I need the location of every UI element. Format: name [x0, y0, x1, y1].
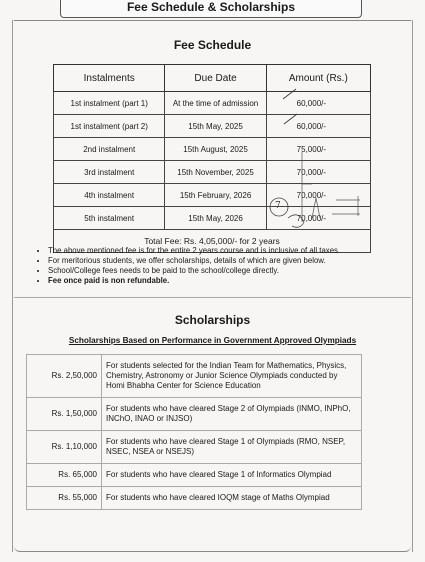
instalment-cell: 3rd instalment [54, 161, 165, 184]
scholarships-subtitle: Scholarships Based on Performance in Government Approved Olympiads [68, 336, 357, 345]
scholarship-description-cell: For students who have cleared Stage 2 of Olympiads (INMO, INPhO, INChO, INAO or INJSO) [102, 398, 362, 431]
scholarships-table [26, 354, 362, 510]
scholarship-description-cell: For students who have cleared IOQM stage of Maths Olympiad [102, 487, 362, 510]
table-row [27, 355, 362, 398]
amount-cell: 70,000/- [266, 207, 370, 230]
column-header-due-date: Due Date [165, 65, 266, 92]
due-date-cell: 15th February, 2026 [165, 184, 266, 207]
scholarship-description-cell: For students who have cleared Stage 1 of Informatics Olympiad [102, 464, 362, 487]
table-row [54, 161, 371, 184]
column-header-instalments: Instalments [54, 65, 165, 92]
amount-cell: 70,000/- [266, 161, 370, 184]
amount-cell: 75,000/- [266, 138, 370, 161]
table-row [54, 92, 371, 115]
fee-schedule-table [53, 64, 371, 253]
instalment-cell: 1st instalment (part 2) [54, 115, 165, 138]
scholarship-amount-cell: Rs. 55,000 [27, 487, 102, 510]
scholarship-description-cell: For students who have cleared Stage 1 of Olympiads (RMO, NSEP, NSEC, NSEA or NSEJS) [102, 431, 362, 464]
scholarship-amount-cell: Rs. 1,50,000 [27, 398, 102, 431]
list-item: • For meritorious students, we offer scholarships, details of which are given below. [48, 256, 425, 266]
list-item: • School/College fees needs to be paid to the school/college directly. [48, 266, 425, 276]
instalment-cell: 5th instalment [54, 207, 165, 230]
fee-schedule-title: Fee Schedule [173, 38, 252, 52]
list-item: • Fee once paid is non refundable. [48, 276, 425, 286]
due-date-cell: 15th May, 2026 [165, 207, 266, 230]
amount-cell: 60,000/- [266, 92, 370, 115]
table-row [27, 398, 362, 431]
page-header-title: Fee Schedule & Scholarships [60, 0, 362, 18]
list-item: • The above mentioned fee is for the entire 2 years course and is inclusive of all taxes. [48, 246, 425, 256]
amount-cell: 70,000/- [266, 184, 370, 207]
table-row [54, 184, 371, 207]
total-fee-cell: Total Fee: Rs. 4,05,000/- for 2 years [54, 230, 371, 253]
column-header-amount: Amount (Rs.) [266, 65, 370, 92]
due-date-cell: At the time of admission [165, 92, 266, 115]
table-row [27, 431, 362, 464]
fee-notes-list [30, 246, 425, 286]
table-row [27, 487, 362, 510]
due-date-cell: 15th November, 2025 [165, 161, 266, 184]
table-row [54, 115, 371, 138]
scholarships-title: Scholarships [174, 313, 251, 327]
page-border-left [12, 20, 13, 552]
due-date-cell: 15th August, 2025 [165, 138, 266, 161]
scholarship-description-cell: For students selected for the Indian Team for Mathematics, Physics, Chemistry, Astronomy or Junior Science Olympiads conducted by Homi Bhabha Center for Science Education [102, 355, 362, 398]
table-row [54, 207, 371, 230]
header-rule [14, 20, 411, 21]
page-border-bottom [14, 543, 411, 552]
instalment-cell: 4th instalment [54, 184, 165, 207]
page-border-right [412, 20, 413, 552]
amount-cell: 60,000/- [266, 115, 370, 138]
scholarship-amount-cell: Rs. 2,50,000 [27, 355, 102, 398]
scholarship-amount-cell: Rs. 65,000 [27, 464, 102, 487]
table-row [27, 464, 362, 487]
table-row [54, 138, 371, 161]
instalment-cell: 1st instalment (part 1) [54, 92, 165, 115]
handwritten-number: 7 [275, 201, 281, 211]
due-date-cell: 15th May, 2025 [165, 115, 266, 138]
scholarship-amount-cell: Rs. 1,10,000 [27, 431, 102, 464]
section-divider [14, 297, 411, 298]
instalment-cell: 2nd instalment [54, 138, 165, 161]
